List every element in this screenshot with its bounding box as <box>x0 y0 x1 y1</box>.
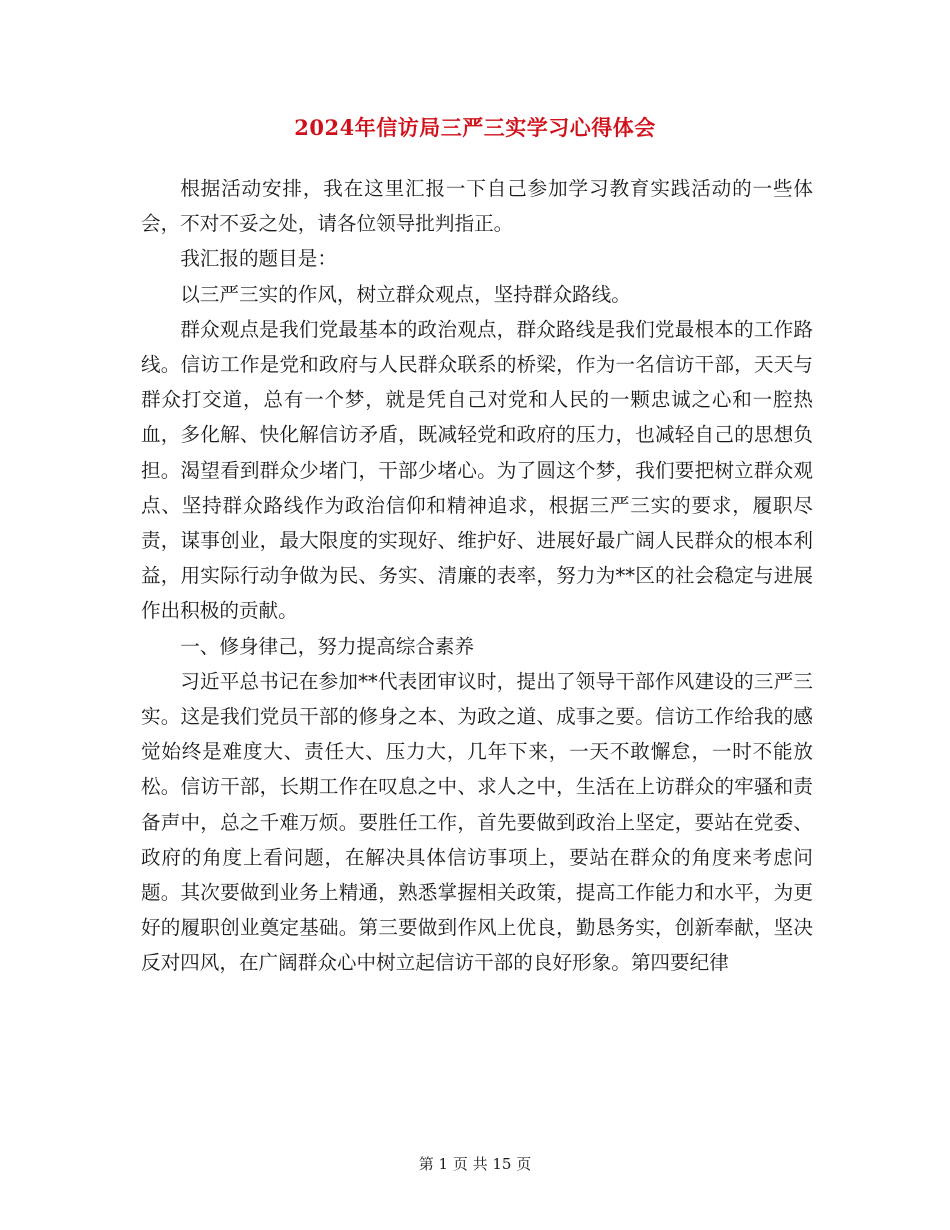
paragraph-mass-line: 群众观点是我们党最基本的政治观点，群众路线是我们党最根本的工作路线。信访工作是党和政府与人民群众联系的桥梁，作为一名信访干部，天天与群众打交道，总有一个梦，就是凭自己对党和人民的一颗忠诚之心和一腔热血，多化解、快化解信访矛盾，既减轻党和政府的压力，也减轻自己的思想负担。渴望看到群众少堵门，干部少堵心。为了圆这个梦，我们要把树立群众观点、坚持群众路线作为政治信仰和精神追求，根据三严三实的要求，履职尽责，谋事创业，最大限度的实现好、维护好、进展好最广阔人民群众的根本利益，用实际行动争做为民、务实、清廉的表率，努力为**区的社会稳定与进展作出积极的贡献。 <box>141 317 813 623</box>
document-body <box>141 171 813 981</box>
page-number-footer: 第 1 页 共 15 页 <box>418 1155 532 1173</box>
paragraph-topic-label: 我汇报的题目是： <box>180 247 337 271</box>
section-heading-1: 一、修身律己，努力提高综合素养 <box>180 634 475 658</box>
paragraph-topic: 以三严三实的作风，树立群众观点，坚持群众路线。 <box>180 282 631 306</box>
paragraph-section-1: 习近平总书记在参加**代表团审议时，提出了领导干部作风建设的三严三实。这是我们党员干部的修身之本、为政之道、成事之要。信访工作给我的感觉始终是难度大、责任大、压力大，几年下来，一天不敢懈怠，一时不能放松。信访干部，长期工作在叹息之中、求人之中，生活在上访群众的牢骚和责备声中，总之千难万烦。要胜任工作，首先要做到政治上坚定，要站在党委、政府的角度上看问题，在解决具体信访事项上，要站在群众的角度来考虑问题。其次要做到业务上精通，熟悉掌握相关政策，提高工作能力和水平，为更好的履职创业奠定基础。第三要做到作风上优良，勤恳务实，创新奉献，坚决反对四风，在广阔群众心中树立起信访干部的良好形象。第四要纪律 <box>141 669 813 975</box>
document-title: 2024年信访局三严三实学习心得体会 <box>294 115 656 140</box>
paragraph-intro: 根据活动安排，我在这里汇报一下自己参加学习教育实践活动的一些体会，不对不妥之处，请各位领导批判指正。 <box>141 177 813 236</box>
